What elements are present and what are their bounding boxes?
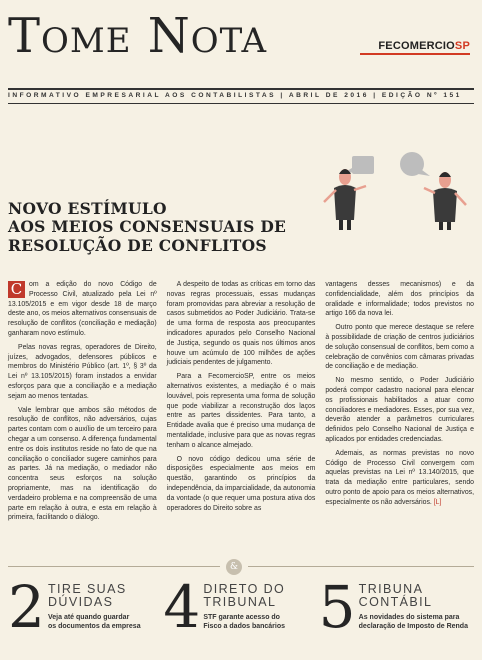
paragraph: Ademais, as normas previstas no novo Código de Processo Civil convergem com aquelas previstas na Lei nº 13.140/2015, que trata da mediação entre particulares, sendo outro ponto de apoio para os meios alternativos, especialmente os não adversários. xyxy=(325,449,475,506)
article-column-1 xyxy=(8,280,157,548)
paragraph: A despeito de todas as críticas em torno das novas regras processuais, essas mudanças foram promovidas para abreviar a resolução de casos submetidos ao Poder Judiciário. Trata-se de uma forma de resposta aos preocupantes indicadores apurados pelo Conselho Nacional de Justiça, segundo os quais nos últimos anos houve um acúmulo de 100 milhões de ações judiciais pendentes de julgamento. xyxy=(166,281,316,367)
end-mark: [L] xyxy=(433,498,442,506)
paragraph: Vale lembrar que ambos são métodos de resolução de conflitos, não adversários, cujas partes contam com o auxílio de um terceiro para chegar a um consenso. A diferença fundamental entre os dois institutos reside no fato de que na conciliação o conciliador sugere caminhos para as partes. Já na mediação, o mediador não concentra seus esforços na solução propriamente, mas na identificação do verdadeiro problema e na compreensão de uma parte em relação à outra, e esta em relação à primeira, facilitando o diálogo. xyxy=(8,406,157,522)
ampersand-icon: & xyxy=(226,559,242,575)
separator-line-right xyxy=(248,566,474,567)
teaser-description: STF garante acesso do Fisco a dados bancários xyxy=(203,614,286,631)
teaser-description: Veja até quando guardar os documentos da empresa xyxy=(48,614,141,631)
teaser-title: TIRE SUAS DÚVIDAS xyxy=(48,582,127,610)
headline-line: RESOLUÇÃO DE CONFLITOS xyxy=(8,235,267,255)
drop-cap: C xyxy=(8,281,25,298)
person-left-icon xyxy=(324,169,366,230)
teaser-title: DIRETO DO TRIBUNAL xyxy=(203,582,286,610)
separator-line-left xyxy=(8,566,220,567)
brand-underline xyxy=(360,53,470,55)
paragraph: Pelas novas regras, operadores de Direito, juízes, advogados, defensores públicos e membros do Ministério Público (art. 1º, § 3º da Lei nº 13.105/2015) foram instados a envidar esforços para que a conciliação e a mediação sejam ao menos tentadas. xyxy=(8,343,157,400)
teaser-page-number: 2 xyxy=(8,573,45,641)
paragraph: O novo código dedicou uma série de disposições especialmente aos meios em questão, garantindo os princípios da independência, da imparcialidade, da autonomia da vontade (o que requer uma postura ativa dos operadores do Direito sobre as xyxy=(166,455,316,512)
brand-logo xyxy=(378,40,470,52)
article-column-3 xyxy=(325,280,474,548)
teaser-page-5[interactable] xyxy=(318,573,474,656)
headline-line: AOS MEIOS CONSENSUAIS DE xyxy=(8,217,287,237)
brand-name: FECOMERCIO xyxy=(378,40,455,52)
masthead xyxy=(8,8,474,64)
paragraph: om a edição do novo Código de Processo Civil, atualizado pela Lei nº 13.105/2015 e em vigor desde 18 de março deste ano, os meios alternativos consensuais de resolução de conflitos (conciliação e mediação) ganharam novo estímulo. xyxy=(8,281,157,337)
edition-line: INFORMATIVO EMPRESARIAL AOS CONTABILISTAS | ABRIL DE 2016 | EDIÇÃO Nº 151 xyxy=(8,92,462,99)
article-body xyxy=(8,280,474,548)
top-rule xyxy=(8,88,474,90)
teaser-description: As novidades do sistema para declaração de Imposto de Renda xyxy=(358,614,468,631)
brand-sp: SP xyxy=(454,40,470,52)
bottom-rule xyxy=(8,103,474,104)
person-right-icon xyxy=(424,172,466,230)
paragraph: vantagens desses mecanismos) e da confidencialidade, além dos princípios da oralidade e informalidade; todos previstos no artigo 166 da nova lei. xyxy=(325,281,475,318)
headline-line: NOVO ESTÍMULO xyxy=(8,199,167,218)
speech-bubble-square xyxy=(352,156,374,174)
teaser-page-2[interactable] xyxy=(8,573,163,656)
newsletter-title: Tome Nota xyxy=(8,8,268,64)
teaser-strip xyxy=(8,573,474,656)
teaser-page-4[interactable] xyxy=(163,573,318,656)
teaser-title: TRIBUNA CONTÁBIL xyxy=(358,582,433,610)
paragraph: No mesmo sentido, o Poder Judiciário poderá compor cadastro nacional para elencar os profissionais habilitados a atuar como conciliadores e mediadores. Esses, por sua vez, deverão atender a parâmetros curriculares definidos pelo Conselho Nacional de Justiça e aplicados por entidades credenciadas. xyxy=(325,377,475,443)
paragraph: Outro ponto que merece destaque se refere à possibilidade de criação de centros judiciários de solução consensual de conflitos, bem como a celebração de convênios com câmaras privadas de conciliação e de mediação. xyxy=(325,324,475,371)
article-headline xyxy=(8,200,308,255)
teaser-page-number: 5 xyxy=(318,573,356,641)
paragraph: Para a FecomercioSP, entre os meios alternativos existentes, a mediação é o mais louvável, pois representa uma forma de solução que pode viabilizar a reconstrução dos laços entre as partes dissidentes. Para tanto, a Entidade avalia que é preciso uma mudança de mentalidade, inclusive para que as novas regras tenham o alcance almejado. xyxy=(166,373,316,449)
article-column-2 xyxy=(167,280,316,548)
teaser-page-number: 4 xyxy=(163,573,201,641)
dialogue-illustration xyxy=(312,150,472,230)
